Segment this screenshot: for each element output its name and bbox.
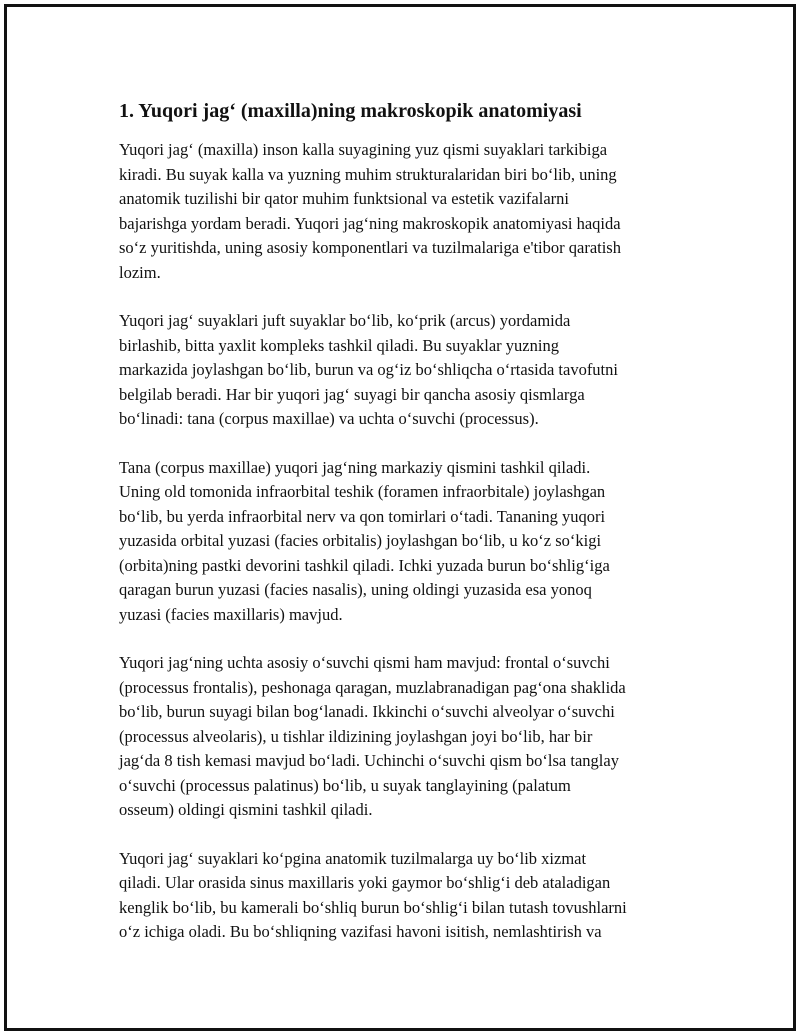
text-line: lozim. — [119, 262, 161, 282]
text-line: bo‘lib, bu yerda infraorbital nerv va qon tomirlari o‘tadi. Tananing yuqori — [119, 506, 606, 526]
text-line: Yuqori jag‘ning uchta asosiy o‘suvchi qismi ham mavjud: frontal o‘suvchi — [119, 653, 610, 672]
text-line: kenglik bo‘lib, bu kamerali bo‘shliq burun bo‘shlig‘i bilan tutash tovushlarni — [119, 897, 627, 917]
text-line: osseum) oldingi qismini tashkil qiladi. — [119, 800, 373, 819]
text-line: so‘z yuritishda, uning asosiy komponentlari va tuzilmalariga e'tibor qaratish — [119, 238, 621, 257]
section-heading: 1. Yuqori jag‘ (maxilla)ning makroskopik anatomiyasi — [119, 100, 582, 122]
text-line: yuzasi (facies maxillaris) mavjud. — [119, 604, 343, 624]
text-line: qiladi. Ular orasida sinus maxillaris yoki gaymor bo‘shlig‘i deb ataladigan — [119, 873, 611, 892]
text-line: bo‘linadi: tana (corpus maxillae) va uchta o‘suvchi (processus). — [119, 409, 539, 428]
text-line: qaragan burun yuzasi (facies nasalis), uning oldingi yuzasida esa yonoq — [119, 580, 592, 599]
text-line: kiradi. Bu suyak kalla va yuzning muhim strukturalaridan biri bo‘lib, uning — [119, 164, 617, 184]
text-line: Yuqori jag‘ suyaklari juft suyaklar bo‘lib, ko‘prik (arcus) yordamida — [119, 311, 571, 330]
paragraph — [119, 138, 709, 285]
page-frame — [4, 4, 796, 1031]
text-line: markazida joylashgan bo‘lib, burun va og‘iz bo‘shliqcha o‘rtasida tavofutni — [119, 360, 618, 379]
text-line: Uning old tomonida infraorbital teshik (foramen infraorbitale) joylashgan — [119, 482, 606, 501]
text-line: yuzasida orbital yuzasi (facies orbitalis) joylashgan bo‘lib, u ko‘z so‘kigi — [119, 531, 602, 550]
paragraph-list — [119, 138, 709, 945]
paragraph — [119, 309, 709, 432]
text-line: (processus frontalis), peshonaga qaragan, muzlabranadigan pag‘ona shaklida — [119, 677, 626, 697]
text-line: birlashib, bitta yaxlit kompleks tashkil qiladi. Bu suyaklar yuzning — [119, 335, 559, 355]
text-line: Yuqori jag‘ suyaklari ko‘pgina anatomik tuzilmalarga uy bo‘lib xizmat — [119, 848, 587, 868]
document-body — [119, 99, 709, 969]
paragraph — [119, 456, 709, 628]
text-line: (processus alveolaris), u tishlar ildizining joylashgan joyi bo‘lib, har bir — [119, 726, 593, 746]
text-line: o‘z ichiga oladi. Bu bo‘shliqning vazifasi havoni isitish, nemlashtirish va — [119, 922, 602, 941]
text-line: bo‘lib, burun suyagi bilan bog‘lanadi. Ikkinchi o‘suvchi alveolyar o‘suvchi — [119, 702, 615, 721]
text-line: jag‘da 8 tish kemasi mavjud bo‘ladi. Uchinchi o‘suvchi qism bo‘lsa tanglay — [119, 751, 619, 770]
text-line: (orbita)ning pastki devorini tashkil qiladi. Ichki yuzada burun bo‘shlig‘iga — [119, 555, 610, 575]
paragraph — [119, 847, 709, 945]
text-line: o‘suvchi (processus palatinus) bo‘lib, u suyak tanglayining (palatum — [119, 775, 571, 795]
text-line: Tana (corpus maxillae) yuqori jag‘ning markaziy qismini tashkil qiladi. — [119, 457, 591, 477]
paragraph — [119, 651, 709, 823]
text-line: bajarishga yordam beradi. Yuqori jag‘ning makroskopik anatomiyasi haqida — [119, 213, 621, 233]
text-line: anatomik tuzilishi bir qator muhim funktsional va estetik vazifalarni — [119, 189, 569, 208]
text-line: belgilab beradi. Har bir yuqori jag‘ suyagi bir qancha asosiy qismlarga — [119, 384, 585, 404]
text-line: Yuqori jag‘ (maxilla) inson kalla suyagining yuz qismi suyaklari tarkibiga — [119, 140, 608, 159]
